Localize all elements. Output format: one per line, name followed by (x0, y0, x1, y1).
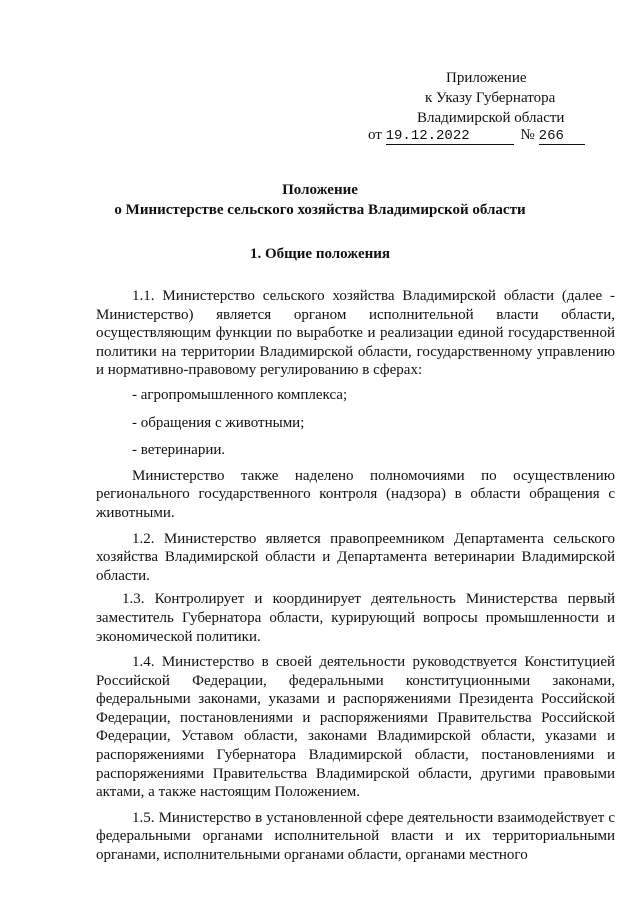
decree-number: 266 (539, 128, 585, 145)
paragraph-1-5: 1.5. Министерство в установленной сфере деятельности взаимодействует с федеральными органами исполнительной власти и их территориальными органами, исполнительными органами области, органами местного (96, 809, 615, 864)
document-body (96, 287, 615, 865)
appendix-block (400, 68, 610, 128)
decree-date-line (368, 126, 585, 145)
paragraph-1-3: 1.3. Контролирует и координирует деятельность Министерства первый заместитель Губернатора области, курирующий вопросы промышленности и экономической политики. (96, 591, 615, 645)
date-prefix: от (368, 127, 382, 143)
number-label: № (520, 127, 535, 143)
appendix-line-2: к Указу Губернатора (425, 90, 556, 106)
paragraph-1-4: 1.4. Министерство в своей деятельности руководствуется Конституцией Российской Федерации, федеральными конституционными законами, федеральными законами, указами и распоряжениями Президента Российской Федерации, постановлениями и распоряжениями Правительства Российской Федерации, Уставом области, законами Владимирской области, указами и распоряжениями Губернатора Владимирской области, постановлениями и распоряжениями Правительства Владимирской области, другими правовыми актами, а также настоящим Положением. (96, 654, 615, 801)
paragraph-1-2: 1.2. Министерство является правопреемником Департамента сельского хозяйства Владимирской области и Департамента ветеринарии Владимирской области. (96, 530, 615, 584)
document-title: Положение (282, 182, 358, 198)
decree-date: 19.12.2022 (386, 128, 514, 145)
paragraph-1-1-continued: Министерство также наделено полномочиями по осуществлению регионального государственного контроля (надзора) в области обращения с животными. (96, 467, 615, 521)
section-heading: 1. Общие положения (249, 246, 391, 262)
document-subtitle: о Министерстве сельского хозяйства Владимирской области (114, 202, 526, 218)
list-item: - обращения с животными; (132, 414, 305, 431)
list-item: - агропромышленного комплекса; (132, 386, 348, 403)
list-item: - ветеринарии. (132, 442, 226, 459)
paragraph-1-1: 1.1. Министерство сельского хозяйства Владимирской области (далее - Министерство) является органом исполнительной власти области, осуществляющим функции по выработке и реализации единой государственной политики на территории Владимирской области, государственному управлению и нормативно-правовому регулированию в сферах: (96, 288, 615, 379)
appendix-line-3: Владимирской области (417, 110, 565, 126)
appendix-line-1: Приложение (446, 70, 527, 86)
